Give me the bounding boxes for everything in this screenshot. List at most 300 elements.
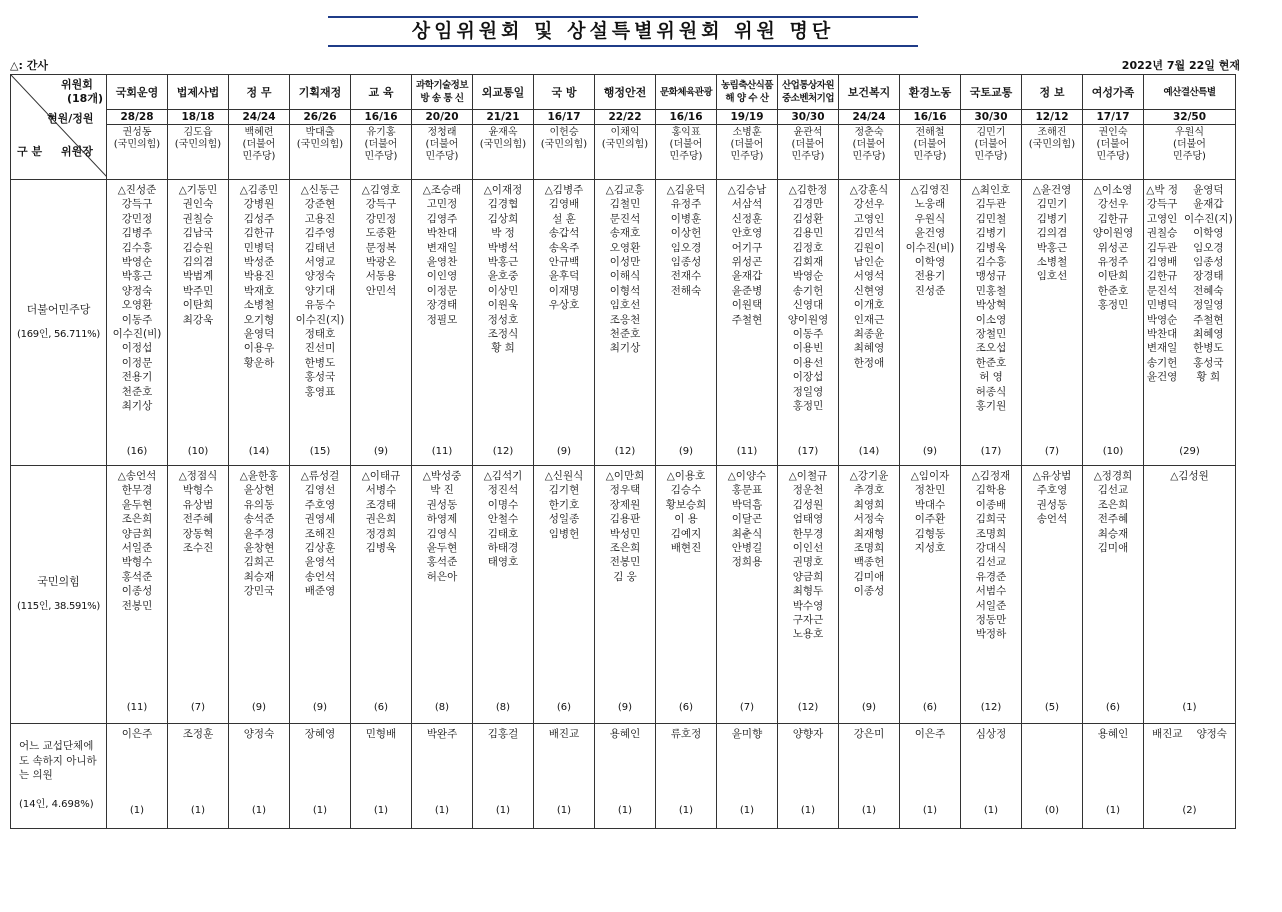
- member-count: (1): [129, 805, 145, 816]
- member-name: 조해진: [304, 527, 336, 540]
- member-name: 최강욱: [182, 313, 214, 326]
- member-name: 오영환: [609, 241, 641, 254]
- member-count: (9): [373, 446, 389, 457]
- member-name: 김영식: [426, 527, 458, 540]
- seats-cell: [1022, 110, 1083, 125]
- member-name: 김수흥: [121, 241, 153, 254]
- member-name: 양이원영: [787, 313, 829, 326]
- chair-cell: [900, 125, 961, 180]
- member-name: 홍문표: [731, 484, 763, 497]
- member-cell: [839, 180, 900, 466]
- member-name: 권칠승: [1146, 227, 1178, 240]
- member-name: 이정문: [121, 356, 153, 369]
- member-cell: [1083, 466, 1144, 724]
- member-name: 전용기: [914, 270, 946, 283]
- member-cell: [168, 466, 229, 724]
- chair-lines: [107, 125, 167, 151]
- member-name: 이수진(지): [295, 313, 345, 326]
- member-name: 유의동: [243, 498, 275, 511]
- member-name: 권영세: [304, 513, 336, 526]
- member-name: △윤한홍: [239, 470, 279, 482]
- legend-note: △: 간사: [10, 59, 48, 72]
- member-name: 안민석: [365, 284, 397, 297]
- member-name: △김병주: [544, 184, 584, 196]
- member-cell: [961, 180, 1022, 466]
- member-name: 강선우: [1097, 198, 1129, 211]
- chair-line: (더불어: [242, 139, 276, 150]
- member-name: 이원욱: [487, 299, 519, 312]
- member-name: △강기윤: [849, 470, 889, 482]
- chair-line: 민주당): [364, 151, 398, 162]
- member-cell: [412, 724, 473, 829]
- member-name: 민병덕: [1146, 299, 1178, 312]
- member-name: 임종성: [670, 256, 702, 269]
- member-name: 권칠승: [182, 212, 214, 225]
- member-name: 윤건영: [1146, 371, 1178, 384]
- member-name: 조은희: [121, 513, 153, 526]
- member-name: 송갑석: [548, 227, 580, 240]
- member-name: 서일준: [121, 542, 153, 555]
- chair-line: (국민의힘): [296, 139, 344, 150]
- chair-line: (더불어: [1096, 139, 1130, 150]
- chair-cell: [473, 125, 534, 180]
- member-name: 전해숙: [670, 284, 702, 297]
- member-count: (0): [1044, 805, 1060, 816]
- member-name: 하영제: [426, 513, 458, 526]
- party-name: 더불어민주당: [26, 303, 91, 317]
- seats-cell: [1144, 110, 1236, 125]
- member-name: 최기상: [609, 342, 641, 355]
- committee-name: 기획재정: [298, 85, 342, 99]
- member-name: △신원식: [544, 470, 584, 482]
- committee-name: 환경노동: [908, 85, 952, 99]
- member-name: △조승래: [422, 184, 462, 196]
- member-list: [900, 724, 960, 741]
- member-name: 김민석: [853, 227, 885, 240]
- chair-line: 김민기: [976, 127, 1006, 138]
- member-cell: [473, 466, 534, 724]
- member-name: 조경태: [365, 498, 397, 511]
- member-count: (1): [861, 805, 877, 816]
- member-list: [534, 466, 594, 541]
- member-name: 최종윤: [853, 328, 885, 341]
- member-name: 김철민: [609, 198, 641, 211]
- seats-value: 24/24: [242, 111, 276, 123]
- member-name: 성일종: [548, 513, 580, 526]
- committee-name: 정 무: [246, 85, 272, 99]
- member-count: (6): [373, 702, 389, 713]
- member-name: 양금희: [792, 570, 824, 583]
- member-cell: [351, 466, 412, 724]
- member-name: 김병기: [975, 227, 1007, 240]
- member-name: 양기대: [304, 284, 336, 297]
- member-name: 이동주: [121, 313, 153, 326]
- member-list: [229, 466, 289, 599]
- member-name: 박완주: [426, 728, 458, 740]
- member-name: 윤재갑: [731, 270, 763, 283]
- member-list: [412, 724, 472, 741]
- committee-name: 농림축산식품 해 양 수 산: [720, 80, 774, 104]
- member-name: 홍성국: [1193, 356, 1224, 369]
- member-name: 임종성: [1193, 256, 1224, 269]
- member-name: 권인숙: [182, 198, 214, 211]
- member-list: [778, 466, 838, 642]
- member-name: 소병철: [243, 299, 275, 312]
- member-name: 오기형: [243, 313, 275, 326]
- committee-name: 법제사법: [176, 85, 220, 99]
- member-name: 박주민: [182, 284, 214, 297]
- member-name: 위성곤: [1097, 241, 1129, 254]
- member-count: (12): [614, 446, 636, 457]
- member-name: 우상호: [548, 299, 580, 312]
- chair-lines: [839, 125, 899, 163]
- member-cell: [107, 724, 168, 829]
- member-list: [961, 180, 1021, 414]
- member-name: 박찬대: [426, 227, 458, 240]
- member-list: [595, 724, 655, 741]
- member-name: 김홍걸: [487, 728, 519, 740]
- chair-lines: [168, 125, 228, 151]
- member-name: 박정하: [975, 628, 1007, 641]
- chair-cell: [595, 125, 656, 180]
- chair-lines: [290, 125, 350, 151]
- seats-cell: [229, 110, 290, 125]
- seats-cell: [900, 110, 961, 125]
- seats-cell: [1083, 110, 1144, 125]
- committee-header-cell: [473, 75, 534, 110]
- committee-name: 행정안전: [603, 85, 647, 99]
- member-name: △박 정: [1146, 184, 1178, 196]
- member-list: [290, 466, 350, 599]
- chair-lines: [961, 125, 1021, 163]
- member-name: 김용판: [609, 513, 641, 526]
- member-name: 우원식: [914, 212, 946, 225]
- member-count: (2): [1182, 805, 1197, 816]
- member-name: 김희곤: [243, 556, 275, 569]
- committee-name: 국회운영: [115, 85, 159, 99]
- member-cell: [168, 724, 229, 829]
- chair-lines: [900, 125, 960, 163]
- member-name: 강민국: [243, 585, 275, 598]
- member-name: 주호영: [1036, 484, 1068, 497]
- member-cell: [1144, 180, 1236, 466]
- member-name: 송옥주: [548, 241, 580, 254]
- member-count: (15): [309, 446, 331, 457]
- member-name: 박영순: [1146, 313, 1178, 326]
- member-list: [839, 724, 899, 741]
- seats-cell: [473, 110, 534, 125]
- member-count: (29): [1179, 446, 1200, 457]
- member-count: (1): [373, 805, 389, 816]
- member-name: 김영배: [1146, 256, 1178, 269]
- member-name: 정진석: [487, 484, 519, 497]
- member-list: [717, 466, 777, 570]
- chair-line: 유기홍: [366, 127, 396, 138]
- member-cell: [595, 466, 656, 724]
- member-cell: [900, 724, 961, 829]
- header-diagonal-cell: [11, 75, 107, 180]
- member-count: (7): [739, 702, 755, 713]
- member-count: (1): [922, 805, 938, 816]
- member-name: △이양수: [727, 470, 767, 482]
- member-cell: [595, 180, 656, 466]
- chair-cell: [717, 125, 778, 180]
- member-name: 이소영: [975, 313, 1007, 326]
- member-count: (12): [797, 702, 819, 713]
- member-list: [961, 466, 1021, 642]
- member-name: 장혜영: [304, 728, 336, 740]
- member-cell: [1083, 724, 1144, 829]
- member-name: △정경희: [1093, 470, 1133, 482]
- member-cell: [290, 180, 351, 466]
- member-name: 정경희: [365, 527, 397, 540]
- member-list: [1144, 466, 1235, 483]
- chair-line: (더불어: [1173, 139, 1206, 150]
- member-name: 서동용: [365, 270, 397, 283]
- committee-name: 과학기술정보 방 송 통 신: [415, 80, 469, 104]
- chair-line: (더불어: [852, 139, 886, 150]
- member-list: [1022, 724, 1082, 727]
- member-name: △김종민: [239, 184, 279, 196]
- member-name: 이상민: [487, 284, 519, 297]
- chair-line: 민주당): [1096, 151, 1130, 162]
- member-name: △이소영: [1093, 184, 1133, 196]
- member-count: (9): [617, 702, 633, 713]
- member-name: 윤영석: [304, 556, 336, 569]
- member-name: △김성원: [1170, 470, 1209, 482]
- member-name: 배진교: [1152, 728, 1183, 740]
- member-list: [534, 724, 594, 741]
- member-name: 임병헌: [548, 527, 580, 540]
- member-name: 박형수: [182, 484, 214, 497]
- member-list: [656, 180, 716, 298]
- chair-line: 민주당): [852, 151, 886, 162]
- member-name: 위성곤: [731, 256, 763, 269]
- member-name: 김병욱: [975, 241, 1007, 254]
- member-name: 김경협: [487, 198, 519, 211]
- committee-header-cell: [900, 75, 961, 110]
- member-name: 박 정: [491, 227, 515, 240]
- member-count: (1): [678, 805, 694, 816]
- committee-name: 문화체육관광: [659, 86, 713, 98]
- member-name: 김미애: [853, 570, 885, 583]
- member-name: 강병원: [243, 198, 275, 211]
- member-name: 양정숙: [121, 284, 153, 297]
- member-name: 황 희: [491, 342, 515, 355]
- chair-cell: [107, 125, 168, 180]
- member-name: 류호정: [670, 728, 702, 740]
- committee-header-cell: [839, 75, 900, 110]
- member-name: 강민정: [365, 212, 397, 225]
- member-list: [778, 180, 838, 414]
- member-count: (12): [980, 702, 1002, 713]
- chair-lines: [412, 125, 472, 163]
- member-name: 김상희: [487, 212, 519, 225]
- member-name: 윤영찬: [426, 256, 458, 269]
- member-name: 김한규: [243, 227, 275, 240]
- member-count: (1): [434, 805, 450, 816]
- member-name: 김용민: [792, 227, 824, 240]
- committee-header-cell: [1022, 75, 1083, 110]
- member-name: 임오경: [1193, 241, 1224, 254]
- member-list: [107, 724, 167, 741]
- member-name: 이주환: [914, 513, 946, 526]
- member-name: 조수진: [182, 542, 214, 555]
- member-name: △기동민: [178, 184, 218, 196]
- member-list: [473, 724, 533, 741]
- member-name: 권명호: [792, 556, 824, 569]
- member-list: [168, 724, 228, 741]
- member-name: 문정복: [365, 241, 397, 254]
- committee-name: 정 보: [1039, 85, 1065, 99]
- seats-cell: [839, 110, 900, 125]
- member-name: 이성만: [609, 256, 641, 269]
- member-name: 백종헌: [853, 556, 885, 569]
- member-name: 임호선: [609, 299, 641, 312]
- member-name: 홍석준: [121, 570, 153, 583]
- member-list: [1083, 466, 1143, 555]
- member-name: 김병주: [121, 227, 153, 240]
- member-cell: [900, 466, 961, 724]
- member-name: 윤호중: [487, 270, 519, 283]
- member-cell: [656, 724, 717, 829]
- member-name: 양향자: [792, 728, 824, 740]
- party-label-cell: [11, 724, 107, 829]
- member-name: 서범수: [975, 585, 1007, 598]
- member-cell: [839, 466, 900, 724]
- member-name: 신정훈: [731, 212, 763, 225]
- chair-lines: [656, 125, 716, 163]
- chair-line: 민주당): [730, 151, 764, 162]
- member-cell: [412, 180, 473, 466]
- member-name: 강대식: [975, 542, 1007, 555]
- committee-header-cell: [656, 75, 717, 110]
- member-name: 임오경: [670, 241, 702, 254]
- chair-line: (국민의힘): [540, 139, 588, 150]
- party-label-cell: [11, 466, 107, 724]
- member-count: (8): [434, 702, 450, 713]
- seats-cell: [595, 110, 656, 125]
- member-name: 박영순: [121, 256, 153, 269]
- member-name: 김기현: [548, 484, 580, 497]
- chair-line: 정춘숙: [854, 127, 884, 138]
- member-name: 홍석준: [426, 556, 458, 569]
- member-count: (10): [187, 446, 209, 457]
- member-cell: [839, 724, 900, 829]
- chair-line: 전해철: [915, 127, 945, 138]
- page-title: 상임위원회 및 상설특별위원회 위원 명단: [411, 20, 835, 42]
- chair-lines: [534, 125, 594, 151]
- committee-name: 국 방: [551, 85, 577, 99]
- member-name: 김영주: [426, 212, 458, 225]
- member-cell: [778, 724, 839, 829]
- budget-columns: [1144, 183, 1235, 385]
- member-name: 이개호: [853, 299, 885, 312]
- member-count: (1): [251, 805, 267, 816]
- member-cell: [107, 466, 168, 724]
- member-list: [1144, 180, 1235, 385]
- member-name: 조은희: [609, 542, 641, 555]
- chair-lines: [595, 125, 655, 151]
- member-count: (1): [312, 805, 328, 816]
- member-cell: [412, 466, 473, 724]
- member-count: (1): [617, 805, 633, 816]
- member-name: 양정숙: [1196, 728, 1227, 740]
- chair-line: (국민의힘): [113, 139, 161, 150]
- committee-name: 여성가족: [1091, 85, 1135, 99]
- chair-line: 홍익표: [671, 127, 701, 138]
- chair-line: (국민의힘): [479, 139, 527, 150]
- member-name: 김선교: [1097, 484, 1129, 497]
- member-name: 허종식: [975, 385, 1007, 398]
- member-name: 송석준: [243, 513, 275, 526]
- seats-value: 26/26: [303, 111, 337, 123]
- member-name: 안철수: [487, 513, 519, 526]
- member-name: 이형석: [609, 284, 641, 297]
- member-name: 김형동: [914, 527, 946, 540]
- member-count: (1): [556, 805, 572, 816]
- member-name: 배준영: [304, 585, 336, 598]
- member-name: △임이자: [910, 470, 950, 482]
- member-name: 유정주: [670, 198, 702, 211]
- member-name: 홍정민: [792, 400, 824, 413]
- member-name: 안규백: [548, 256, 580, 269]
- member-name: 송재호: [609, 227, 641, 240]
- member-list: [229, 180, 289, 370]
- chair-line: 정청래: [427, 127, 457, 138]
- member-name: 김선교: [975, 556, 1007, 569]
- seats-value: 21/21: [486, 111, 520, 123]
- seats-value: 16/17: [547, 111, 581, 123]
- member-name: △이철규: [788, 470, 828, 482]
- party-share: (14인, 4.698%): [19, 799, 94, 811]
- chair-cell: [839, 125, 900, 180]
- member-list: [656, 466, 716, 555]
- member-name: 이종성: [853, 585, 885, 598]
- seats-value: 18/18: [181, 111, 215, 123]
- member-name: 최승재: [1097, 527, 1129, 540]
- member-cell: [229, 724, 290, 829]
- member-name: △유상범: [1032, 470, 1072, 482]
- budget-column: [1184, 183, 1233, 385]
- member-cell: [1144, 466, 1236, 724]
- member-name: 민병덕: [243, 241, 275, 254]
- member-name: △이태규: [361, 470, 401, 482]
- member-count: (9): [556, 446, 572, 457]
- member-name: 김민철: [975, 212, 1007, 225]
- chair-line: 김도읍: [183, 127, 213, 138]
- chair-lines: [1022, 125, 1082, 151]
- member-name: 윤준병: [731, 284, 763, 297]
- member-name: 유동수: [304, 299, 336, 312]
- chair-line: 민주당): [669, 151, 703, 162]
- member-name: 천준호: [121, 385, 153, 398]
- chair-line: (더불어: [669, 139, 703, 150]
- member-name: △이재정: [483, 184, 523, 196]
- member-name: △송언석: [117, 470, 157, 482]
- member-count: (11): [431, 446, 453, 457]
- member-list: [412, 466, 472, 584]
- member-name: 유경준: [975, 570, 1007, 583]
- chair-lines: [1083, 125, 1143, 163]
- member-count: (9): [312, 702, 328, 713]
- member-list: [351, 180, 411, 298]
- member-name: 허 영: [979, 371, 1003, 384]
- member-name: 이탄희: [182, 299, 214, 312]
- member-cell: [1022, 724, 1083, 829]
- member-name: 김정호: [792, 241, 824, 254]
- header-label-chair: 위원장: [61, 145, 93, 158]
